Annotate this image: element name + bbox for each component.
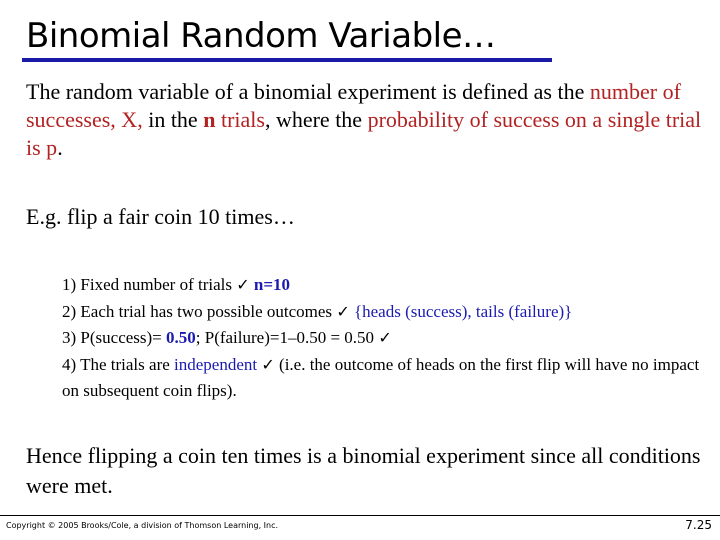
- condition-2-highlight: {heads (success), tails (failure)}: [349, 301, 573, 321]
- condition-2-text: 2) Each trial has two possible outcomes: [62, 301, 337, 321]
- condition-1-highlight: n=10: [249, 275, 291, 294]
- footer-copyright: Copyright © 2005 Brooks/Cole, a division of Thomson Learning, Inc.: [6, 521, 279, 530]
- definition-text-3: , where the: [264, 107, 368, 132]
- condition-1-text: 1) Fixed number of trials: [62, 275, 237, 294]
- condition-item-1: [62, 272, 712, 299]
- definition-highlight-n: n: [203, 107, 216, 132]
- checkmark-icon: ✓: [236, 275, 250, 294]
- condition-3-highlight: 0.50: [166, 328, 196, 347]
- condition-item-2: [62, 299, 712, 326]
- title-underline: [22, 58, 552, 62]
- definition-highlight-trials: trials: [215, 107, 265, 132]
- condition-4-text-b: (i.e. the outcome of heads on the first flip will have no impact on subsequent coin flips).: [62, 354, 700, 400]
- definition-highlight-successes: number of successes, X,: [26, 79, 681, 132]
- conclusion-text: Hence flipping a coin ten times is a binomial experiment since all conditions were met.: [26, 443, 701, 498]
- checkmark-icon: ✓: [378, 328, 392, 347]
- condition-3-text-b: ; P(failure)=1–0.50 = 0.50: [195, 328, 379, 347]
- definition-text-1: The random variable of a binomial experiment is defined as the: [26, 79, 590, 104]
- condition-item-3: [62, 325, 712, 352]
- slide-title: Binomial Random Variable…: [26, 16, 496, 56]
- checkmark-icon: ✓: [336, 301, 350, 321]
- page-number: 7.25: [685, 518, 712, 532]
- condition-4-text-a: 4) The trials are: [62, 354, 175, 374]
- checkmark-icon: ✓: [261, 354, 275, 374]
- definition-paragraph: [26, 78, 718, 162]
- definition-text-4: .: [57, 135, 63, 160]
- example-text: E.g. flip a fair coin 10 times…: [26, 204, 295, 229]
- condition-item-4: [62, 352, 712, 405]
- condition-4-highlight: independent: [174, 354, 258, 374]
- condition-3-text-a: 3) P(success)=: [62, 328, 167, 347]
- definition-text-2: in the: [142, 107, 204, 132]
- footer-divider: [0, 515, 720, 516]
- conditions-list: [62, 272, 712, 405]
- definition-highlight-probability: probability of success on a single trial is p: [26, 107, 702, 160]
